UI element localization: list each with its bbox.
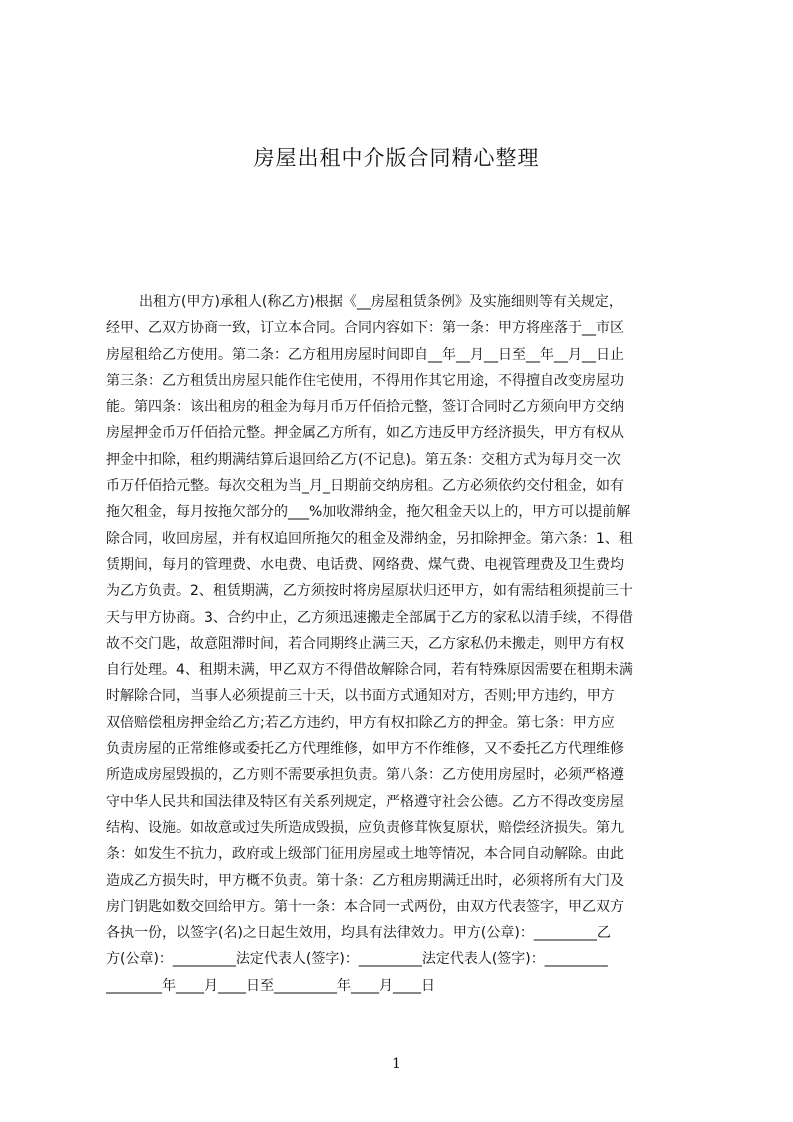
paragraph-line: 币万仟佰拾元整。每次交租为当_月_日期前交纳房租。乙方必须依约交付租金，如有 [106, 478, 624, 495]
paragraph-line: 所造成房屋毁损的，乙方则不需要承担负责。第八条：乙方使用房屋时，必须严格遵 [106, 767, 624, 784]
paragraph-line: 时解除合同，当事人必须提前三十天，以书面方式通知对方，否则;甲方违约，甲方 [106, 688, 615, 705]
paragraph-line: 天与甲方协商。3、合约中止，乙方须迅速搬走全部属于乙方的家私以清手续，不得借 [106, 609, 633, 626]
paragraph-line: 各执一份，以签字(名)之日起生效用，均具有法律效力。甲方(公章)：_________乙 [106, 925, 611, 942]
paragraph-line: 守中华人民共和国法律及特区有关系列规定，严格遵守社会公德。乙方不得改变房屋 [106, 793, 624, 810]
paragraph-line: 经甲、乙双方协商一致，订立本合同。合同内容如下：第一条：甲方将座落于__市区 [106, 320, 624, 337]
paragraph-line: ________年____月____日至_________年____月____日 [106, 977, 435, 994]
paragraph-line: 造成乙方损失时，甲方概不负责。第十条：乙方租房期满迁出时，必须将所有大门及 [106, 872, 624, 889]
paragraph-line: 负责房屋的正常维修或委托乙方代理维修，如甲方不作维修，又不委托乙方代理维修 [106, 741, 624, 758]
page-number: 1 [392, 1056, 401, 1072]
paragraph-line: 押金中扣除，租约期满结算后退回给乙方(不记息)。第五条：交租方式为每月交一次 [106, 451, 621, 468]
paragraph-line: 故不交门匙，故意阻滞时间，若合同期终止满三天，乙方家私仍未搬走，则甲方有权 [106, 635, 624, 652]
paragraph-line: 为乙方负责。2、租赁期满，乙方须按时将房屋原状归还甲方，如有需结租须提前三十 [106, 583, 633, 600]
paragraph-line: 双倍赔偿租房押金给乙方;若乙方违约，甲方有权扣除乙方的押金。第七条：甲方应 [106, 714, 615, 731]
paragraph-line: 出租方(甲方)承租人(称乙方)根据《__房屋租赁条例》及实施细则等有关规定， [139, 294, 623, 310]
paragraph-line: 能。第四条：该出租房的租金为每月币万仟佰拾元整，签订合同时乙方须向甲方交纳 [106, 399, 624, 416]
paragraph-line: 拖欠租金，每月按拖欠部分的___%加收滞纳金，拖欠租金天以上的，甲方可以提前解 [106, 504, 631, 521]
paragraph-line: 房屋押金币万仟佰拾元整。押金属乙方所有，如乙方违反甲方经济损失，甲方有权从 [106, 425, 624, 442]
paragraph-line: 第三条：乙方租赁出房屋只能作住宅使用，不得用作其它用途，不得擅自改变房屋功 [106, 372, 624, 389]
paragraph-line: 赁期间，每月的管理费、水电费、电话费、网络费、煤气费、电视管理费及卫生费均 [106, 556, 624, 573]
paragraph-line: 结构、设施。如故意或过失所造成毁损，应负责修茸恢复原状，赔偿经济损失。第九 [106, 819, 624, 836]
paragraph-line: 除合同，收回房屋，并有权追回所拖欠的租金及滞纳金，另扣除押金。第六条：1、租 [106, 530, 633, 547]
paragraph-line: 自行处理。4、租期未满，甲乙双方不得借故解除合同，若有特殊原因需要在租期未满 [106, 662, 633, 679]
paragraph-line: 方(公章)：_________法定代表人(签字)：_________法定代表人(签字)：_________ [106, 951, 608, 968]
paragraph-line: 房门钥匙如数交回给甲方。第十一条：本合同一式两份，由双方代表签字，甲乙双方 [106, 898, 624, 915]
page-title: 房屋出租中介版合同精心整理 [253, 146, 540, 170]
paragraph-line: 条：如发生不抗力，政府或上级部门征用房屋或土地等情况，本合同自动解除。由此 [106, 846, 624, 863]
paragraph-line: 房屋租给乙方使用。第二条：乙方租用房屋时间即自__年__月__日至__年__月__日止 [106, 346, 624, 363]
contract-body [106, 289, 726, 999]
